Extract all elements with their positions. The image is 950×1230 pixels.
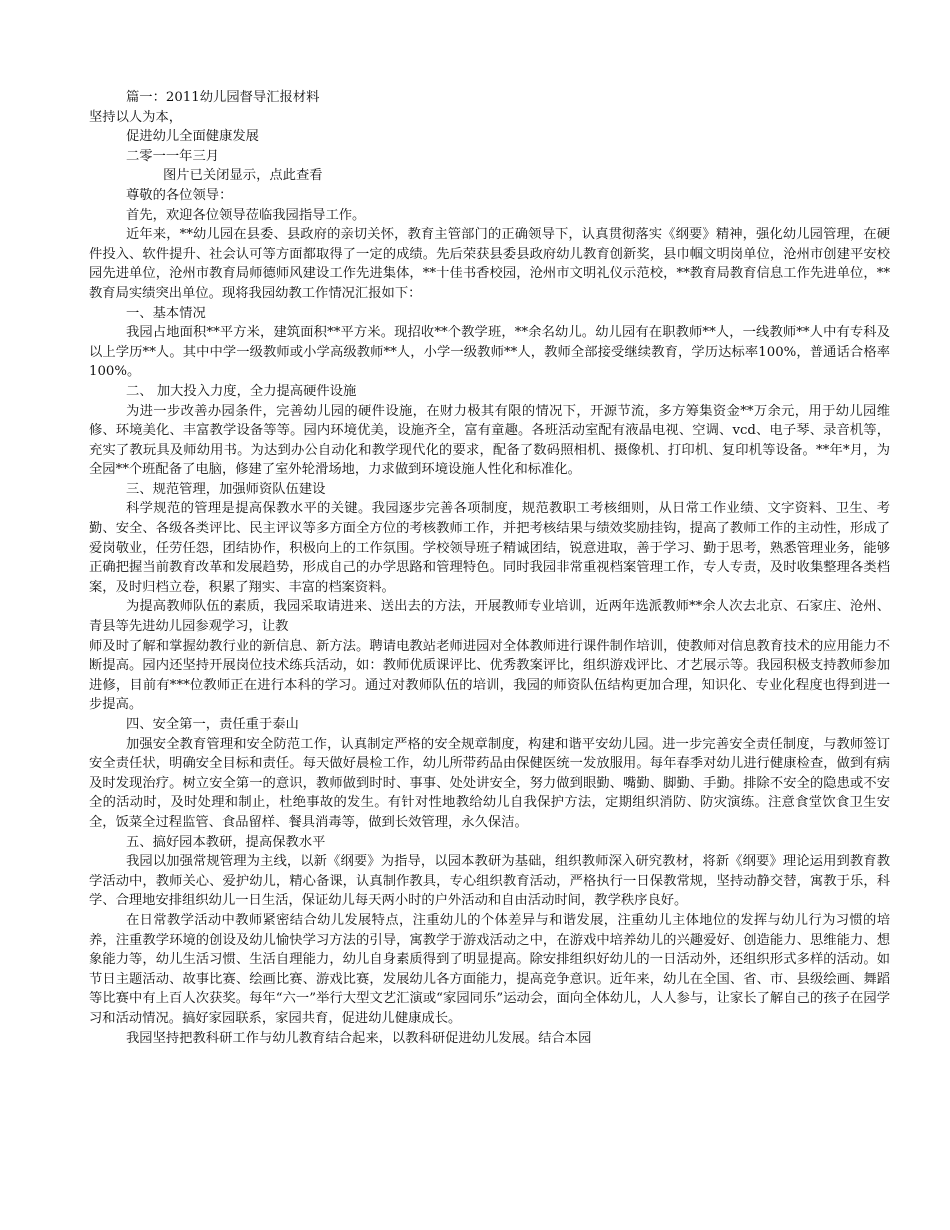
document-date: 二零一一年三月 [126,148,220,164]
slogan-line-1: 坚持以人为本， [89,109,183,125]
section-heading-research: 五、搞好园本教研，提高保教水平 [126,834,326,850]
section-heading-management: 三、规范管理，加强师资队伍建设 [126,481,326,497]
research-paragraph-2: 在日常教学活动中教师紧密结合幼儿发展特点，注重幼儿的个体差异与和谐发展，注重幼儿主体地位的发挥与幼儿行为习惯的培养，注重教学环境的创设及幼儿愉快学习方法的引导，寓教学于游戏活动之中，在游戏中培养幼儿的兴趣爱好、创造能力、思维能力、想象能力等，幼儿生活习惯、生活自理能力，幼儿自身素质得到了明显提高。除安排组织好幼儿的一日活动外，还组织形式多样的活动。如节日主题活动、故事比赛、绘画比赛、游戏比赛，发展幼儿各方面能力，提高竞争意识。近年来，幼儿在全国、省、市、县级绘画、舞蹈等比赛中有上百人次获奖。每年“六一”举行大型文艺汇演或“家园同乐”运动会，面向全体幼儿，人人参与，让家长了解自己的孩子在园学习和活动情况。搞好家园联系，家园共育，促进幼儿健康成长。 [89,912,890,1026]
welcome-line: 首先，欢迎各位领导莅临我园指导工作。 [126,207,366,223]
salutation: 尊敬的各位领导： [126,187,233,203]
intro-paragraph: 近年来，**幼儿园在县委、县政府的亲切关怀，教育主管部门的正确领导下，认真贯彻落实《纲要》精神，强化幼儿园管理，在硬件投入、软件提升、社会认可等方面都取得了一定的成绩。先后荣获县委县政府幼儿教育创新奖，县巾帼文明岗单位，沧州市创建平安校园先进单位，沧州市教育局师德师风建设工作先进集体，**十佳书香校园，沧州市文明礼仪示范校，**教育局教育信息工作先进单位，**教育局实绩突出单位。现将我园幼教工作情况汇报如下： [89,227,890,301]
research-paragraph-1: 我园以加强常规管理为主线，以新《纲要》为指导，以园本教研为基础，组织教师深入研究教材，将新《纲要》理论运用到教育教学活动中，教师关心、爱护幼儿，精心备课，认真制作教具，专心组织教育活动，严格执行一日保教常规，坚持动静交替，寓教于乐，科学、合理地安排组织幼儿一日生活，保证幼儿每天两小时的户外活动和自由活动时间，教学秩序良好。 [89,854,890,909]
slogan-line-2: 促进幼儿全面健康发展 [126,129,259,145]
section-heading-hardware: 二、 加大投入力度，全力提高硬件设施 [126,383,357,399]
research-paragraph-3: 我园坚持把教科研工作与幼儿教育结合起来，以教科研促进幼儿发展。结合本园 [126,1030,592,1046]
safety-paragraph: 加强安全教育管理和安全防范工作，认真制定严格的安全规章制度，构建和谐平安幼儿园。进一步完善安全责任制度，与教师签订安全责任状，明确安全目标和责任。每天做好晨检工作，幼儿所带药品由保健医统一发放服用。每年春季对幼儿进行健康检查，做到有病及时发现治疗。树立安全第一的意识，教师做到时时、事事、处处讲安全，努力做到眼勤、嘴勤、脚勤、手勤。排除不安全的隐患或不安全的活动时，及时处理和制止，杜绝事故的发生。有针对性地教给幼儿自我保护方法，定期组织消防、防灾演练。注意食堂饮食卫生安全，饭菜全过程监管、食品留样、餐具消毒等，做到长效管理，永久保洁。 [89,736,890,830]
training-paragraph-part-2: 师及时了解和掌握幼教行业的新信息、新方法。聘请电教站老师进园对全体教师进行课件制作培训，使教师对信息教育技术的应用能力不断提高。园内还坚持开展岗位技术练兵活动，如：教师优质课评比、优秀教案评比，组织游戏评比、才艺展示等。我园积极支持教师参加进修，目前有***位教师正在进行本科的学习。通过对教师队伍的培训，我园的师资队伍结构更加合理，知识化、专业化程度也得到进一步提高。 [89,638,890,713]
management-paragraph: 科学规范的管理是提高保教水平的关键。我园逐步完善各项制度，规范教职工考核细则，从日常工作业绩、文字资料、卫生、考勤、安全、各级各类评比、民主评议等多方面全方位的考核教师工作，并把考核结果与绩效奖励挂钩，提高了教师工作的主动性，形成了爱岗敬业，任劳任怨，团结协作，积极向上的工作氛围。学校领导班子精诚团结，锐意进取，善于学习、勤于思考，熟悉管理业务，能够正确把握当前教育改革和发展趋势，形成自己的办学思路和管理特色。同时我园非常重视档案管理工作，专人专责，及时收集整理各类档案，及时归档立卷，积累了翔实、丰富的档案资料。 [89,501,890,595]
hardware-paragraph: 为进一步改善办园条件，完善幼儿园的硬件设施，在财力极其有限的情况下，开源节流，多方筹集资金**万余元，用于幼儿园维修、环境美化、丰富教学设备等等。园内环境优美，设施齐全，富有童趣。各班活动室配有液晶电视、空调、vcd、电子琴、录音机等，充实了教玩具及师幼用书。为达到办公自动化和教学现代化的要求，配备了数码照相机、摄像机、打印机、复印机等设备。**年*月，为全园**个班配备了电脑，修建了室外轮滑场地，力求做到环境设施人性化和标准化。 [89,403,890,478]
basic-info-paragraph: 我园占地面积**平方米，建筑面积**平方米。现招收**个教学班，**余名幼儿。幼儿园有在职教师**人，一线教师**人中有专科及以上学历**人。其中中学一级教师或小学高级教师**人，小学一级教师**人，教师全部接受继续教育，学历达标率100%，普通话合格率100%。 [89,325,890,380]
image-hidden-notice-link[interactable]: 图片已关闭显示，点此查看 [163,168,323,184]
section-heading-basic-info: 一、基本情况 [126,305,206,321]
training-paragraph-part-1: 为提高教师队伍的素质，我园采取请进来、送出去的方法，开展教师专业培训，近两年选派教师**余人次去北京、石家庄、沧州、青县等先进幼儿园参观学习，让教 [89,599,890,635]
section-heading-safety: 四、安全第一，责任重于泰山 [126,717,299,732]
document-title: 篇一：2011幼儿园督导汇报材料 [126,90,320,105]
